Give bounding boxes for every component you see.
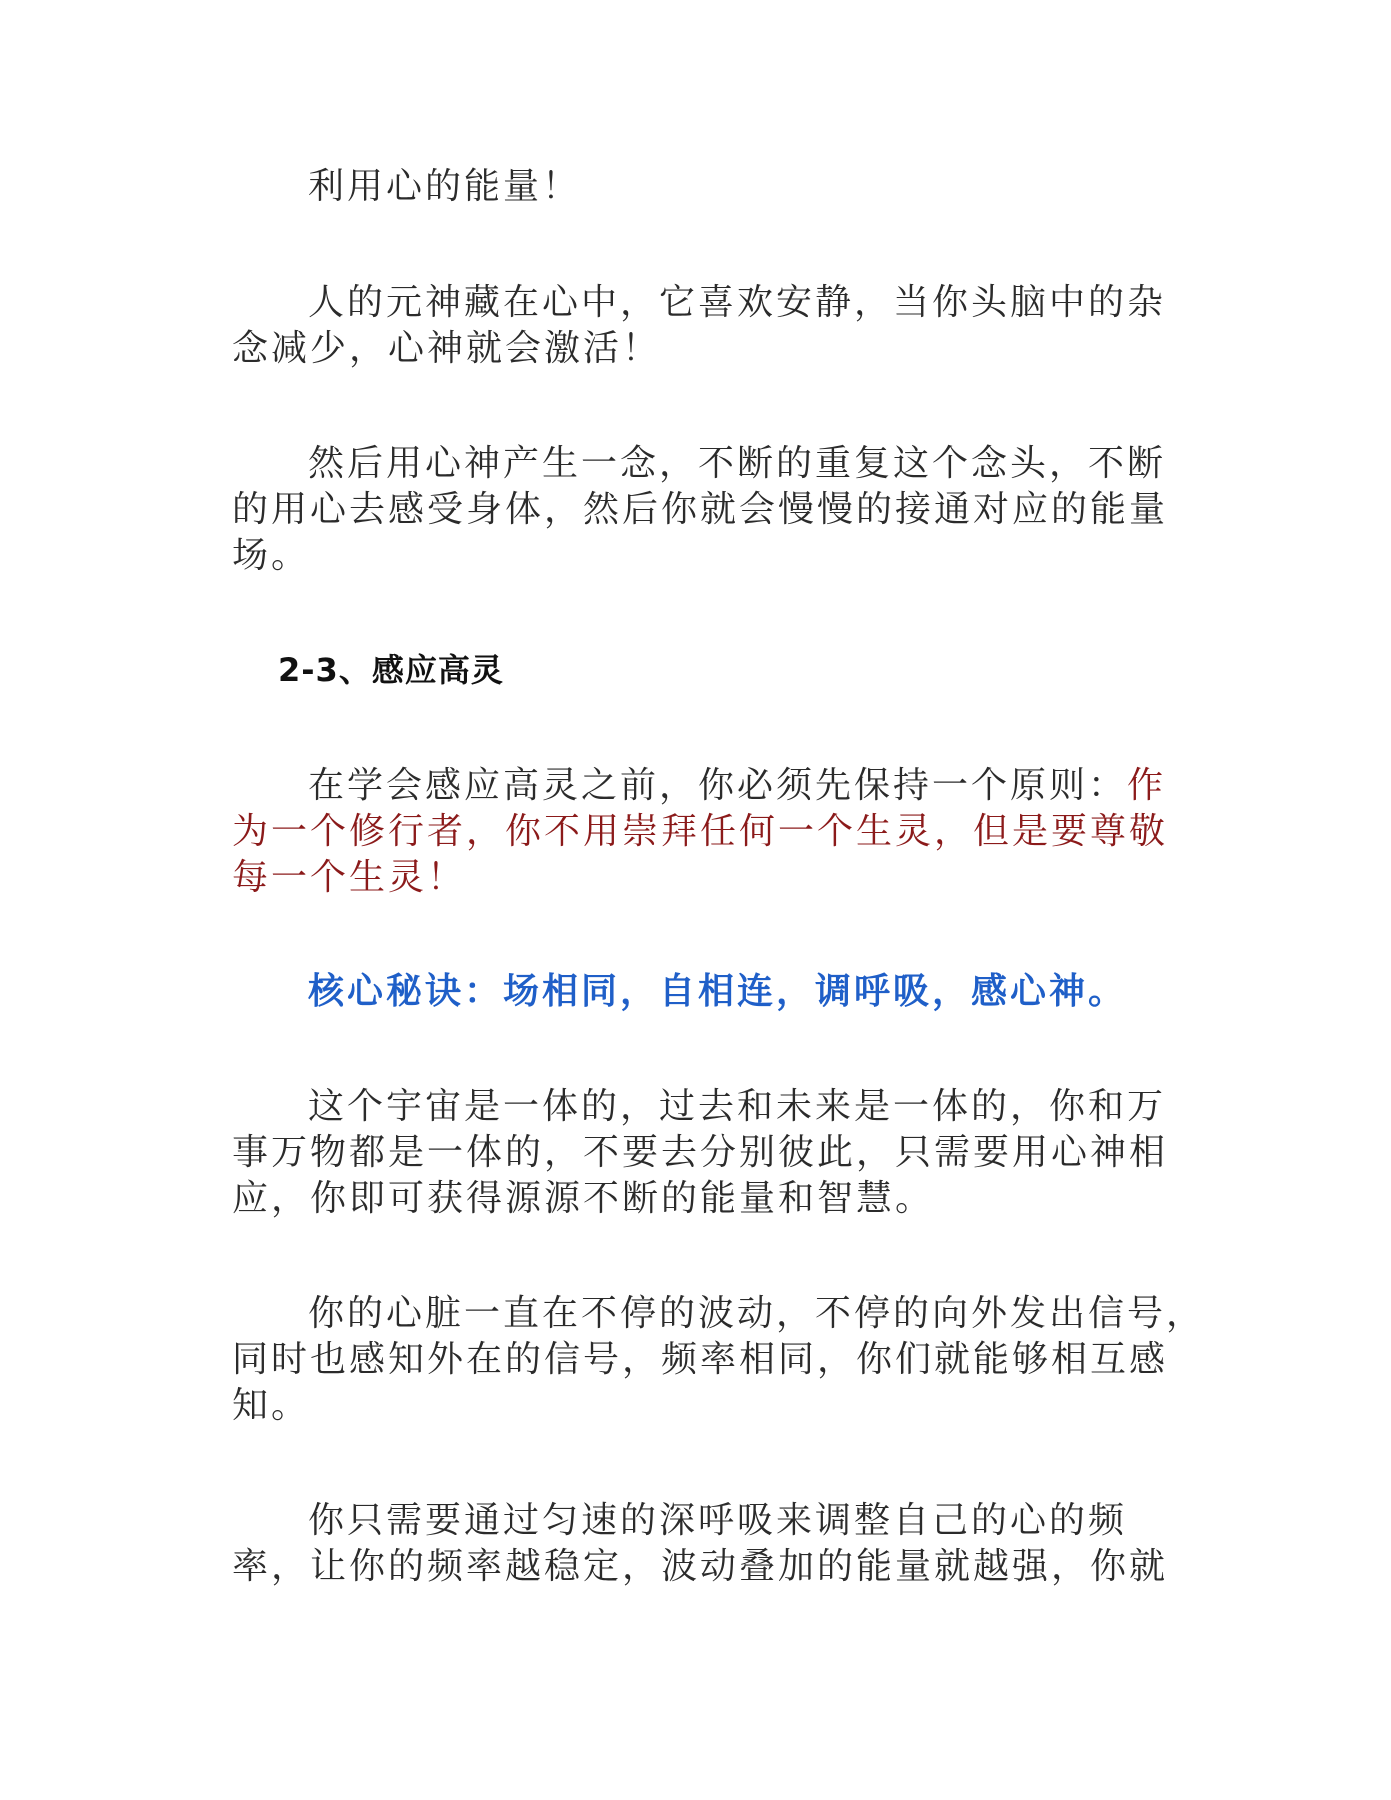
principle-intro-text: 在学会感应高灵之前，你必须先保持一个原则： xyxy=(308,765,1128,806)
core-secret-text: 核心秘诀：场相同，自相连，调呼吸，感心神。 xyxy=(308,970,1128,1012)
paragraph-line: 利用心的能量！ xyxy=(308,166,582,207)
paragraph-universe xyxy=(232,1084,1169,1222)
paragraph-line: 知。 xyxy=(232,1385,311,1426)
principle-emphasis-line: 每一个生灵！ xyxy=(232,857,467,898)
paragraph-line: 场。 xyxy=(232,535,311,576)
section-heading: 2-3、感应高灵 xyxy=(278,651,504,689)
paragraph-line: 你的心脏一直在不停的波动，不停的向外发出信号， xyxy=(308,1293,1206,1334)
paragraph-line: 率，让你的频率越稳定，波动叠加的能量就越强，你就 xyxy=(232,1546,1169,1587)
principle-emphasis-text: 作 xyxy=(1127,765,1167,806)
principle-emphasis-line: 为一个修行者，你不用崇拜任何一个生灵，但是要尊敬 xyxy=(232,811,1169,852)
paragraph-breathing xyxy=(232,1498,1169,1590)
paragraph-principle xyxy=(232,763,1169,901)
paragraph-heart xyxy=(232,1291,1206,1429)
paragraph-line: 的用心去感受身体，然后你就会慢慢的接通对应的能量 xyxy=(232,489,1169,530)
paragraph-line: 念减少，心神就会激活！ xyxy=(232,328,662,369)
paragraph-line: 人的元神藏在心中，它喜欢安静，当你头脑中的杂 xyxy=(308,282,1167,323)
paragraph-line: 然后用心神产生一念，不断的重复这个念头，不断 xyxy=(308,443,1167,484)
paragraph-line: 你只需要通过匀速的深呼吸来调整自己的心的频 xyxy=(308,1500,1128,1541)
paragraph-line: 这个宇宙是一体的，过去和未来是一体的，你和万 xyxy=(308,1086,1167,1127)
paragraph-line: 同时也感知外在的信号，频率相同，你们就能够相互感 xyxy=(232,1339,1169,1380)
paragraph-line xyxy=(232,763,1167,809)
paragraph-line: 事万物都是一体的，不要去分别彼此，只需要用心神相 xyxy=(232,1132,1169,1173)
paragraph-energy xyxy=(232,164,1157,210)
paragraph-yuanshen xyxy=(232,280,1167,372)
paragraph-line: 应，你即可获得源源不断的能量和智慧。 xyxy=(232,1178,935,1219)
paragraph-core-secret xyxy=(232,968,1157,1014)
paragraph-xinshen xyxy=(232,441,1169,579)
